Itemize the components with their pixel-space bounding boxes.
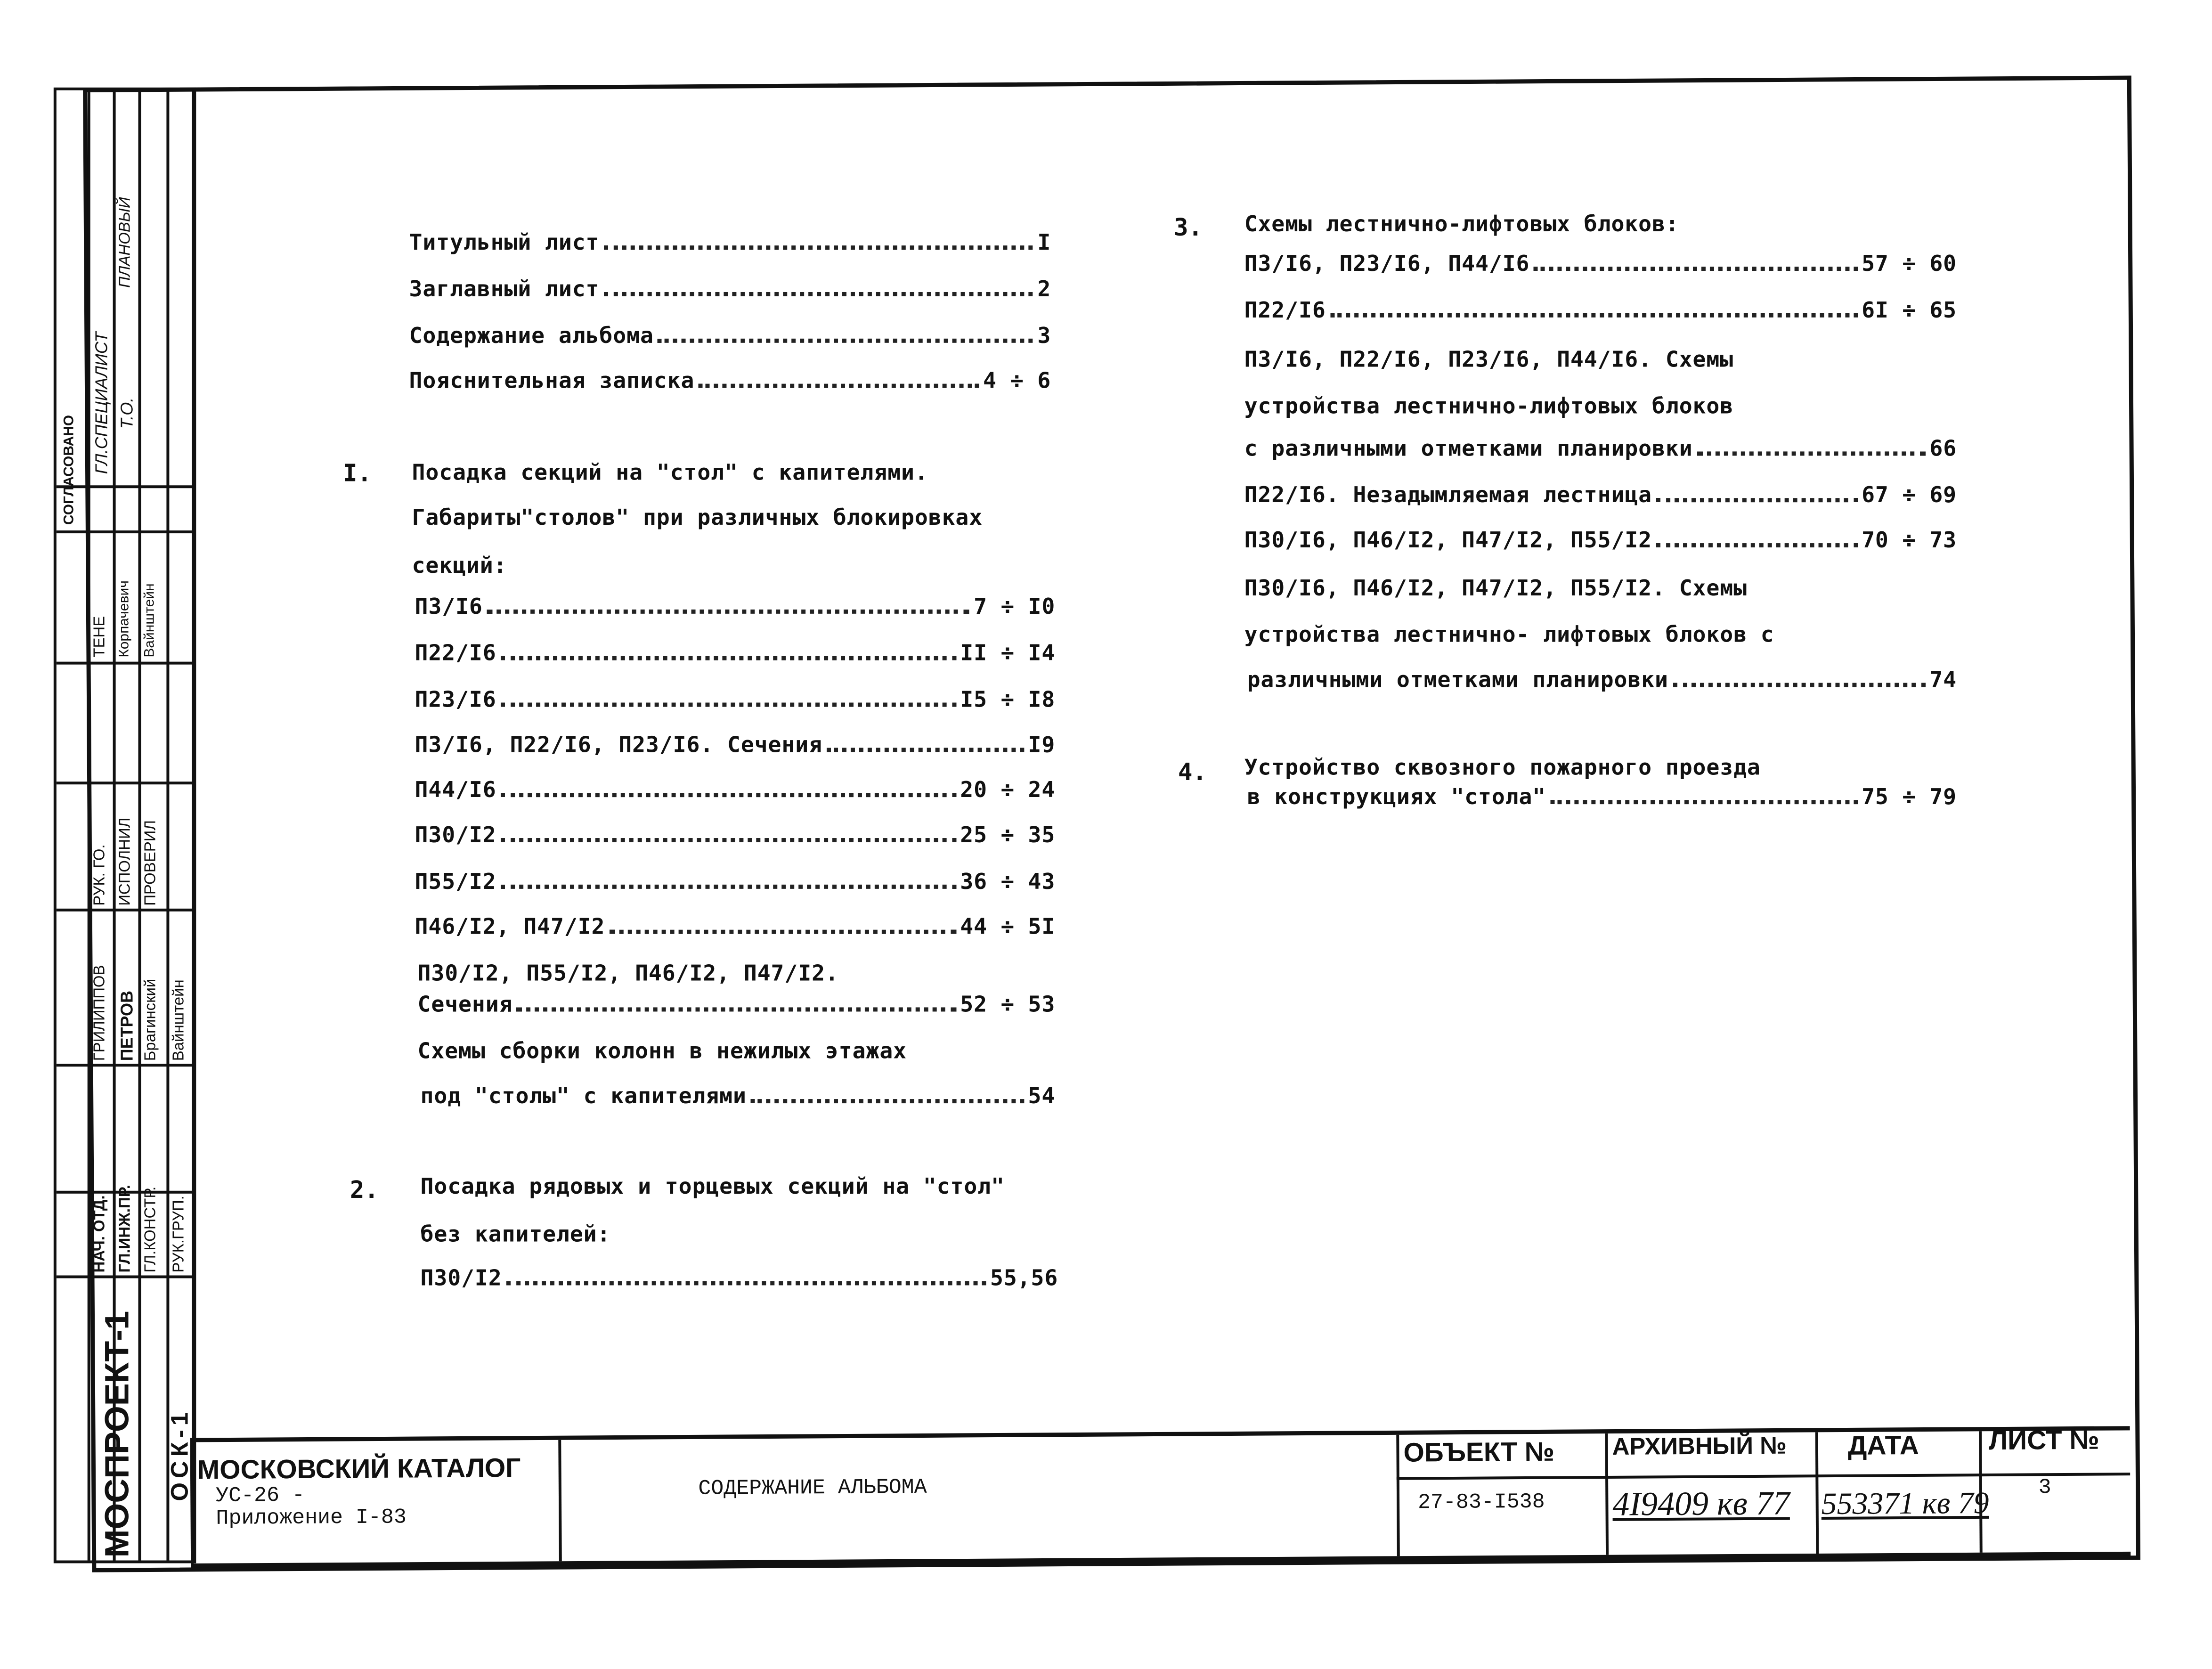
toc-entry: П22/I6 II ÷ I4	[415, 640, 1056, 666]
toc-entry: Содержание альбома 3	[409, 323, 1051, 349]
toc-entry: П3/I6, П23/I6, П44/I6 57 ÷ 60	[1244, 251, 1957, 277]
date-label: ДАТА	[1847, 1432, 1919, 1462]
toc-entry: Пояснительная записка 4 ÷ 6	[409, 368, 1051, 394]
document-title: СОДЕРЖАНИЕ АЛЬБОМА	[698, 1475, 927, 1501]
section-title: Посадка рядовых и торцевых секций на "стол"	[420, 1173, 1005, 1199]
toc-text: П30/I2, П55/I2, П46/I2, П47/I2.	[417, 961, 839, 986]
toc-entry: Заглавный лист 2	[409, 277, 1051, 302]
agree-row: ПЛАНОВЫЙ	[117, 197, 134, 288]
agreed-label: СОГЛАСОВАНО	[62, 415, 78, 525]
toc-text: Схемы сборки колонн в нежилых этажах	[417, 1038, 907, 1064]
stamp-code: ОСК-1	[166, 1408, 194, 1501]
person-name: Брагинский	[142, 978, 160, 1061]
catalog-code: УС-26 -	[216, 1483, 305, 1508]
agree-row: Т.О.	[117, 397, 137, 429]
toc-entry: П46/I2, П47/I2 44 ÷ 5I	[415, 914, 1056, 940]
section-title: Устройство сквозного пожарного проезда	[1244, 755, 1761, 781]
role-label: ПРОВЕРИЛ	[142, 820, 160, 906]
toc-text: П3/I6, П22/I6, П23/I6, П44/I6. Схемы	[1244, 347, 1734, 373]
appendix: Приложение I-83	[216, 1506, 407, 1531]
toc-entry: П3/I6, П22/I6, П23/I6. Сечения I9	[415, 732, 1056, 758]
toc-entry: П30/I2 25 ÷ 35	[415, 822, 1056, 848]
toc-entry: П44/I6 20 ÷ 24	[415, 777, 1056, 803]
toc-text: устройства лестнично- лифтовых блоков с	[1244, 622, 1774, 648]
toc-entry: П30/I2 55,56	[420, 1265, 1058, 1291]
toc-text: П30/I6, П46/I2, П47/I2, П55/I2. Схемы	[1244, 575, 1747, 601]
section-title: секций:	[412, 553, 507, 578]
section-title: Посадка секций на "стол" с капителями.	[412, 460, 928, 486]
toc-entry: Титульный лист I	[409, 230, 1051, 256]
archive-label: АРХИВНЫЙ №	[1612, 1432, 1787, 1460]
object-value: 27-83-I538	[1417, 1490, 1545, 1515]
toc-text: устройства лестнично-лифтовых блоков	[1244, 393, 1734, 419]
toc-entry: различными отметками планировки 74	[1247, 667, 1957, 693]
section-title: Габариты"столов" при различных блокировках	[412, 505, 983, 531]
person-name: Вайнштейн	[142, 583, 158, 658]
archive-value: 4I9409 кв 77	[1612, 1486, 1790, 1524]
person-name: Вайнштейн	[171, 979, 188, 1061]
toc-entry: под "столы" с капителями 54	[420, 1083, 1056, 1109]
sheet-number: 3	[2038, 1476, 2051, 1500]
section-number: I.	[342, 460, 372, 488]
sheet-label: ЛИСТ №	[1989, 1426, 2100, 1457]
section-title: Схемы лестнично-лифтовых блоков:	[1244, 212, 1679, 237]
organization-name: МОСПРОЕКТ-1	[98, 1311, 137, 1558]
toc-entry: П23/I6 I5 ÷ I8	[415, 687, 1056, 713]
person-name: Корпачевич	[117, 580, 133, 658]
approval-stamp	[54, 88, 196, 1563]
role-label: ГЛ.ИНЖ.ПР.	[117, 1185, 134, 1273]
toc-entry: П30/I6, П46/I2, П47/I2, П55/I2 70 ÷ 73	[1244, 528, 1957, 554]
object-label: ОБЪЕКТ №	[1403, 1438, 1555, 1469]
toc-entry: П55/I2 36 ÷ 43	[415, 869, 1056, 895]
toc-entry: П3/I6 7 ÷ I0	[415, 594, 1056, 619]
person-name: ПЕТРОВ	[117, 991, 137, 1061]
toc-entry: Сечения 52 ÷ 53	[417, 992, 1056, 1018]
section-number: 3.	[1173, 214, 1203, 243]
date-value: 553371 кв 79	[1821, 1484, 1989, 1522]
agree-row: ГЛ.СПЕЦИАЛИСТ	[91, 332, 112, 474]
role-label: ГЛ.КОНСТР.	[142, 1186, 160, 1273]
role-label: РУК. ГО.	[91, 844, 109, 906]
section-number: 2.	[350, 1176, 379, 1205]
role-label: НАЧ. ОТД.	[91, 1195, 109, 1273]
section-title: без капителей:	[420, 1221, 611, 1247]
toc-entry: П22/I6 6I ÷ 65	[1244, 297, 1957, 323]
toc-entry: П22/I6. Незадымляемая лестница 67 ÷ 69	[1244, 482, 1957, 508]
toc-entry: с различными отметками планировки 66	[1244, 436, 1957, 462]
role-label: ИСПОЛНИЛ	[117, 817, 134, 906]
person-name: ТЕНЕ	[91, 616, 109, 658]
section-number: 4.	[1178, 759, 1207, 788]
toc-entry: в конструкциях "стола" 75 ÷ 79	[1247, 784, 1957, 810]
title-block	[190, 1426, 2131, 1568]
catalog-name: МОСКОВСКИЙ КАТАЛОГ	[197, 1454, 521, 1486]
role-label: РУК.ГРУП.	[171, 1196, 188, 1273]
person-name: ГРИЛИППОВ	[91, 965, 109, 1061]
